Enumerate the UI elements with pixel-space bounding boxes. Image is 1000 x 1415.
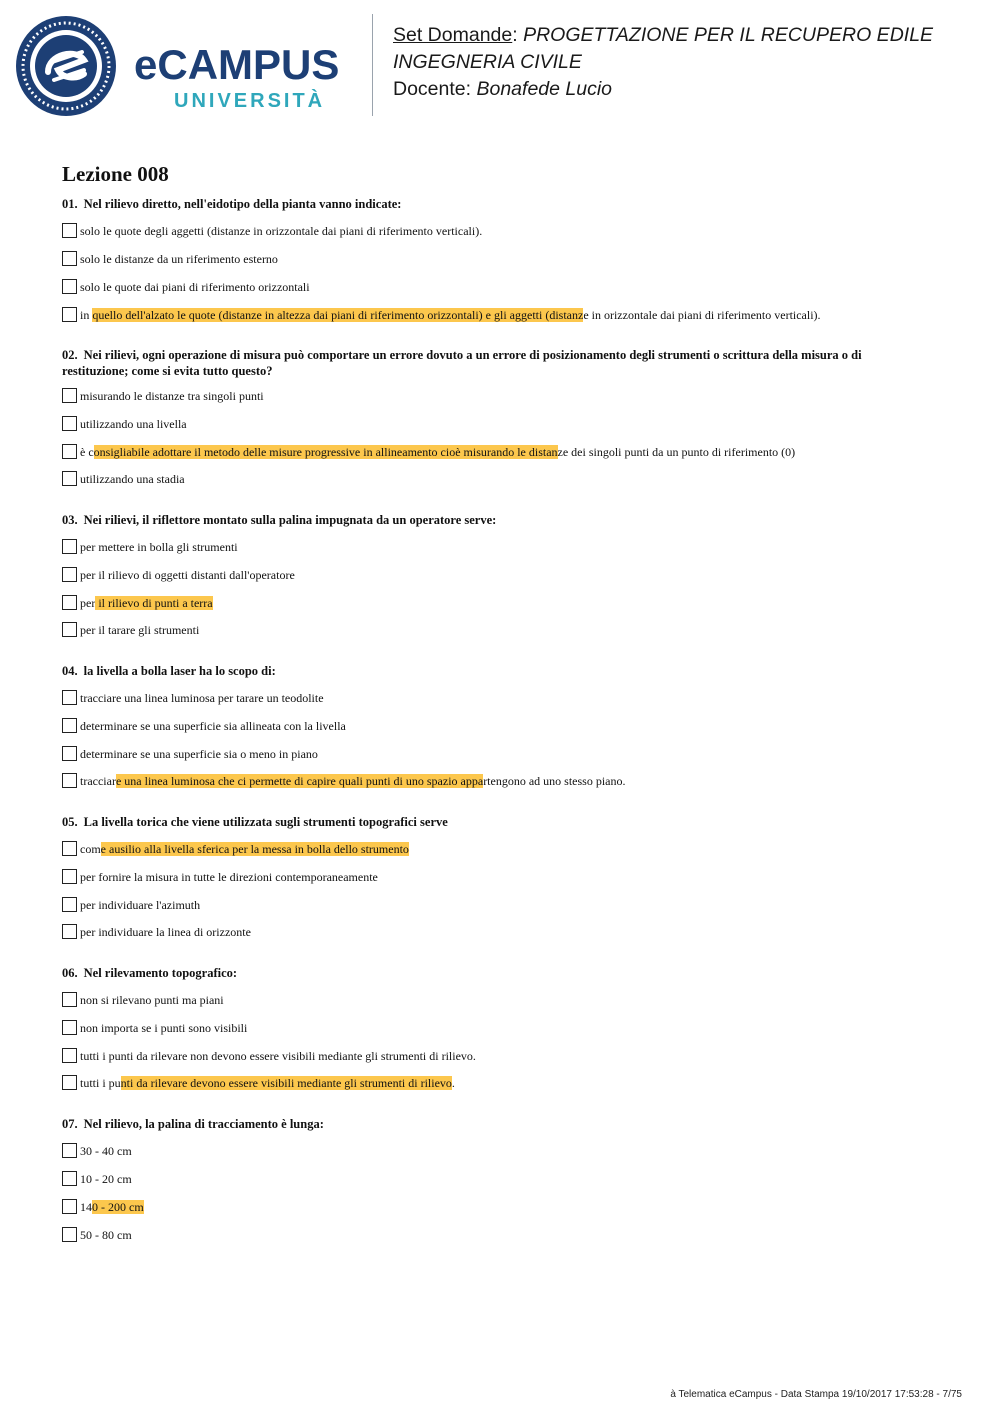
checkbox[interactable] <box>62 897 77 912</box>
question-text: 05. La livella torica che viene utilizzata sugli strumenti topografici serve <box>62 815 448 829</box>
checkbox[interactable] <box>62 622 77 637</box>
answer-option[interactable]: non importa se i punti sono visibili <box>62 1019 247 1037</box>
answer-option[interactable]: solo le distanze da un riferimento esterno <box>62 250 278 268</box>
answer-option-highlighted[interactable]: 140 - 200 cm <box>62 1198 144 1216</box>
question-text: 01. Nel rilievo diretto, nell'eidotipo della pianta vanno indicate: <box>62 197 402 211</box>
lesson-title: Lezione 008 <box>62 162 169 186</box>
checkbox[interactable] <box>62 444 77 459</box>
question-text: 03. Nei rilievi, il riflettore montato sulla palina impugnata da un operatore serve: <box>62 513 497 527</box>
checkbox[interactable] <box>62 388 77 403</box>
answer-option[interactable]: per il tarare gli strumenti <box>62 621 199 639</box>
question-block <box>62 197 902 322</box>
answer-option[interactable]: utilizzando una stadia <box>62 470 185 488</box>
checkbox[interactable] <box>62 1048 77 1063</box>
question-block <box>62 1117 902 1242</box>
answer-option[interactable]: solo le quote degli aggetti (distanze in orizzontale dai piani di riferimento verticali). <box>62 222 482 240</box>
answer-option[interactable]: per individuare l'azimuth <box>62 896 200 914</box>
checkbox[interactable] <box>62 1020 77 1035</box>
answer-option-highlighted[interactable]: per il rilievo di punti a terra <box>62 594 213 612</box>
answer-highlight: nti da rilevare devono essere visibili mediante gli strumenti di rilievo <box>120 1076 452 1090</box>
answer-option[interactable]: 30 - 40 cm <box>62 1142 132 1160</box>
page-footer: à Telematica eCampus - Data Stampa 19/10/2017 17:53:28 - 7/75 <box>670 1389 962 1400</box>
question-block <box>62 966 902 1090</box>
page-header <box>0 0 1000 130</box>
course-title-line: Set Domande: PROGETTAZIONE PER IL RECUPERO EDILE <box>393 24 934 46</box>
checkbox[interactable] <box>62 992 77 1007</box>
answer-option[interactable]: non si rilevano punti ma piani <box>62 991 224 1009</box>
checkbox[interactable] <box>62 924 77 939</box>
checkbox[interactable] <box>62 307 77 322</box>
answer-option[interactable]: per mettere in bolla gli strumenti <box>62 538 238 556</box>
course-info <box>393 22 983 103</box>
answer-option-highlighted[interactable]: in quello dell'alzato le quote (distanze in altezza dai piani di riferimento orizzontali) e gli aggetti (distanze in orizzontale dai piani di riferimento verticali). <box>62 306 821 324</box>
checkbox[interactable] <box>62 1143 77 1158</box>
checkbox[interactable] <box>62 279 77 294</box>
question-block <box>62 348 902 486</box>
answer-option[interactable]: determinare se una superficie sia o meno in piano <box>62 745 318 763</box>
logo-subtitle: UNIVERSITÀ <box>174 90 326 112</box>
checkbox[interactable] <box>62 718 77 733</box>
checkbox[interactable] <box>62 567 77 582</box>
checkbox[interactable] <box>62 1199 77 1214</box>
checkbox[interactable] <box>62 1171 77 1186</box>
teacher-line <box>393 76 983 103</box>
answer-option[interactable]: misurando le distanze tra singoli punti <box>62 387 264 405</box>
answer-highlight: quello dell'alzato le quote (distanze in altezza dai piani di riferimento orizzontali) e gli aggetti (distanz <box>92 308 584 322</box>
question-text: 04. la livella a bolla laser ha lo scopo di: <box>62 664 276 678</box>
answer-option[interactable]: per il rilievo di oggetti distanti dall'operatore <box>62 566 295 584</box>
teacher-label: Docente: <box>393 78 472 100</box>
answer-option[interactable]: 50 - 80 cm <box>62 1226 132 1244</box>
checkbox[interactable] <box>62 251 77 266</box>
checkbox[interactable] <box>62 416 77 431</box>
logo-wordmark: eCAMPUS <box>134 41 340 88</box>
answer-highlight: il rilievo di punti a terra <box>95 596 213 610</box>
ecampus-emblem-icon <box>14 14 118 118</box>
course-subtitle: INGEGNERIA CIVILE <box>393 51 582 73</box>
answer-highlight: 0 - 200 cm <box>92 1200 144 1214</box>
answer-option-highlighted[interactable]: è consigliabile adottare il metodo delle misure progressive in allineamento cioè misurando le distanze dei singoli punti da un punto di riferimento (0) <box>62 443 795 461</box>
answer-option-highlighted[interactable]: tutti i punti da rilevare devono essere visibili mediante gli strumenti di rilievo. <box>62 1074 455 1092</box>
checkbox[interactable] <box>62 1075 77 1090</box>
answer-highlight: e ausilio alla livella sferica per la messa in bolla dello strumento <box>100 842 409 856</box>
answer-option[interactable]: utilizzando una livella <box>62 415 187 433</box>
answer-option-highlighted[interactable]: tracciare una linea luminosa che ci permette di capire quali punti di uno spazio appartengono ad uno stesso piano. <box>62 772 626 790</box>
checkbox[interactable] <box>62 869 77 884</box>
checkbox[interactable] <box>62 1227 77 1242</box>
checkbox[interactable] <box>62 746 77 761</box>
question-text: 07. Nel rilievo, la palina di tracciamento è lunga: <box>62 1117 324 1131</box>
checkbox[interactable] <box>62 690 77 705</box>
answer-option[interactable]: solo le quote dai piani di riferimento orizzontali <box>62 278 310 296</box>
checkbox[interactable] <box>62 595 77 610</box>
answer-option[interactable]: tracciare una linea luminosa per tarare un teodolite <box>62 689 324 707</box>
answer-highlight: onsigliabile adottare il metodo delle misure progressive in allineamento cioè misurando le distan <box>93 445 558 459</box>
question-text: 06. Nel rilevamento topografico: <box>62 966 238 980</box>
header-divider <box>372 14 373 116</box>
checkbox[interactable] <box>62 471 77 486</box>
answer-option[interactable]: 10 - 20 cm <box>62 1170 132 1188</box>
question-block <box>62 513 902 637</box>
answer-option[interactable]: determinare se una superficie sia allineata con la livella <box>62 717 346 735</box>
set-label: Set Domande <box>393 24 513 46</box>
checkbox[interactable] <box>62 223 77 238</box>
checkbox[interactable] <box>62 841 77 856</box>
answer-option-highlighted[interactable]: come ausilio alla livella sferica per la messa in bolla dello strumento <box>62 840 409 858</box>
question-block <box>62 664 902 788</box>
question-block <box>62 815 902 939</box>
answer-highlight: e una linea luminosa che ci permette di capire quali punti di uno spazio appa <box>115 774 484 788</box>
teacher-name: Bonafede Lucio <box>476 78 613 100</box>
checkbox[interactable] <box>62 773 77 788</box>
answer-option[interactable]: per individuare la linea di orizzonte <box>62 923 251 941</box>
ecampus-logo <box>14 14 359 118</box>
checkbox[interactable] <box>62 539 77 554</box>
question-text: 02. Nei rilievi, ogni operazione di misura può comportare un errore dovuto a un errore di posizionamento degli strumenti o scrittura della misura o di restituzione; come si evita tutto questo? <box>62 348 862 378</box>
course-title: PROGETTAZIONE PER IL RECUPERO EDILE <box>523 24 934 46</box>
answer-option[interactable]: per fornire la misura in tutte le direzioni contemporaneamente <box>62 868 378 886</box>
answer-option[interactable]: tutti i punti da rilevare non devono essere visibili mediante gli strumenti di rilievo. <box>62 1047 476 1065</box>
